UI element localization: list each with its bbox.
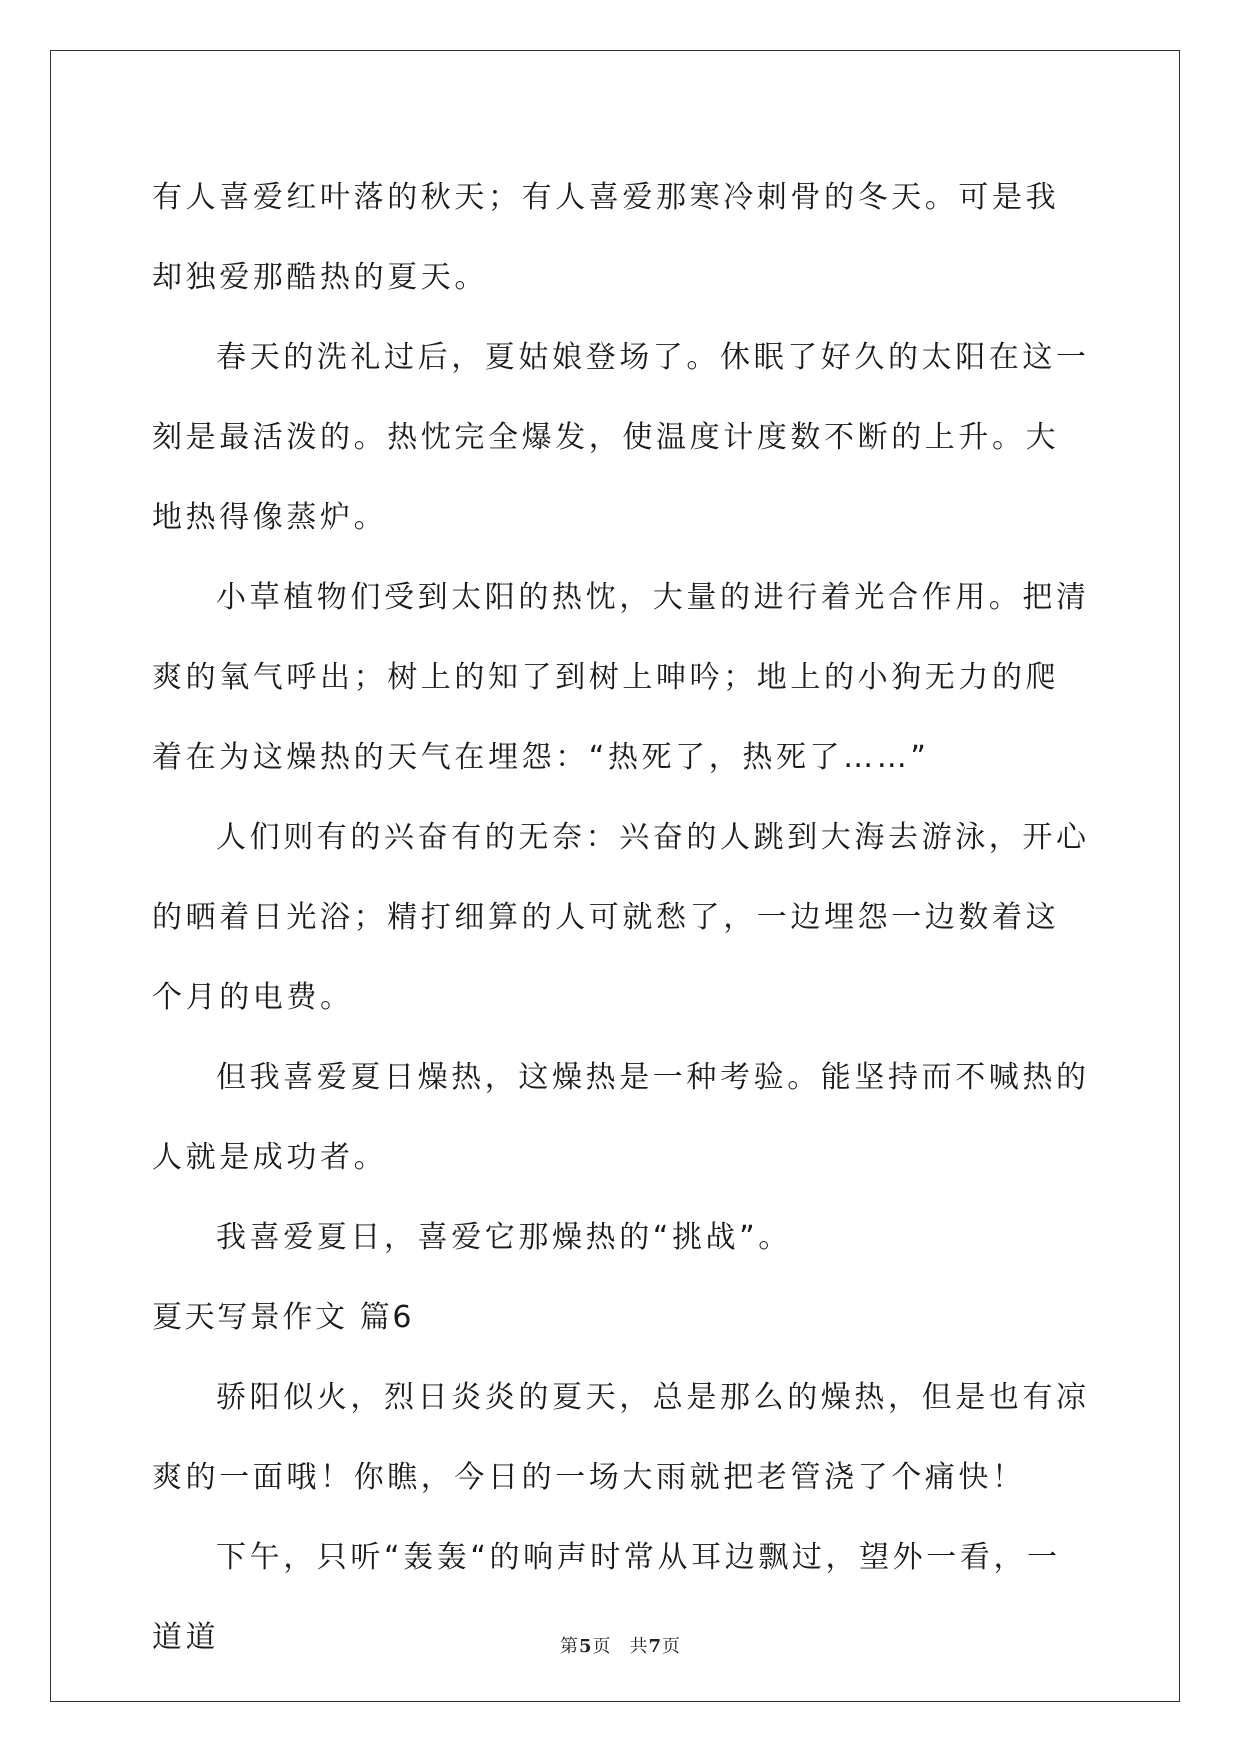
paragraph-4: 人们则有的兴奋有的无奈：兴奋的人跳到大海去游泳，开心的晒着日光浴；精打细算的人可就愁了，一边埋怨一边数着这个月的电费。 xyxy=(152,820,1090,1015)
document-body xyxy=(152,158,1092,1678)
paragraph-1: 有人喜爱红叶落的秋天；有人喜爱那寒冷刺骨的冬天。可是我却独爱那酷热的夏天。 xyxy=(152,180,1060,295)
page-footer xyxy=(0,1632,1241,1658)
paragraph-3: 小草植物们受到太阳的热忱，大量的进行着光合作用。把清爽的氧气呼出；树上的知了到树上呻吟；地上的小狗无力的爬着在为这燥热的天气在埋怨：“热死了，热死了……” xyxy=(152,580,1090,775)
footer-page-number: 5 xyxy=(578,1636,593,1657)
paragraph-6: 我喜爱夏日，喜爱它那燥热的“挑战”。 xyxy=(216,1220,792,1255)
footer-total-prefix: 共 xyxy=(629,1636,649,1657)
paragraph-2: 春天的洗礼过后，夏姑娘登场了。休眠了好久的太阳在这一刻是最活泼的。热忱完全爆发，使温度计度数不断的上升。大地热得像蒸炉。 xyxy=(152,340,1090,535)
footer-page-suffix: 页 xyxy=(592,1636,612,1657)
paragraph-5: 但我喜爱夏日燥热，这燥热是一种考验。能坚持而不喊热的人就是成功者。 xyxy=(152,1060,1090,1175)
paragraph-8: 下午，只听“轰轰“的响声时常从耳边飘过，望外一看，一道道 xyxy=(152,1540,1061,1655)
footer-prefix: 第 xyxy=(559,1636,579,1657)
footer-total-suffix: 页 xyxy=(662,1636,682,1657)
footer-total-pages: 7 xyxy=(648,1636,663,1657)
paragraph-7: 骄阳似火，烈日炎炎的夏天，总是那么的燥热，但是也有凉爽的一面哦！你瞧，今日的一场大雨就把老管浇了个痛快！ xyxy=(152,1380,1090,1495)
section-heading: 夏天写景作文 篇6 xyxy=(152,1300,415,1335)
